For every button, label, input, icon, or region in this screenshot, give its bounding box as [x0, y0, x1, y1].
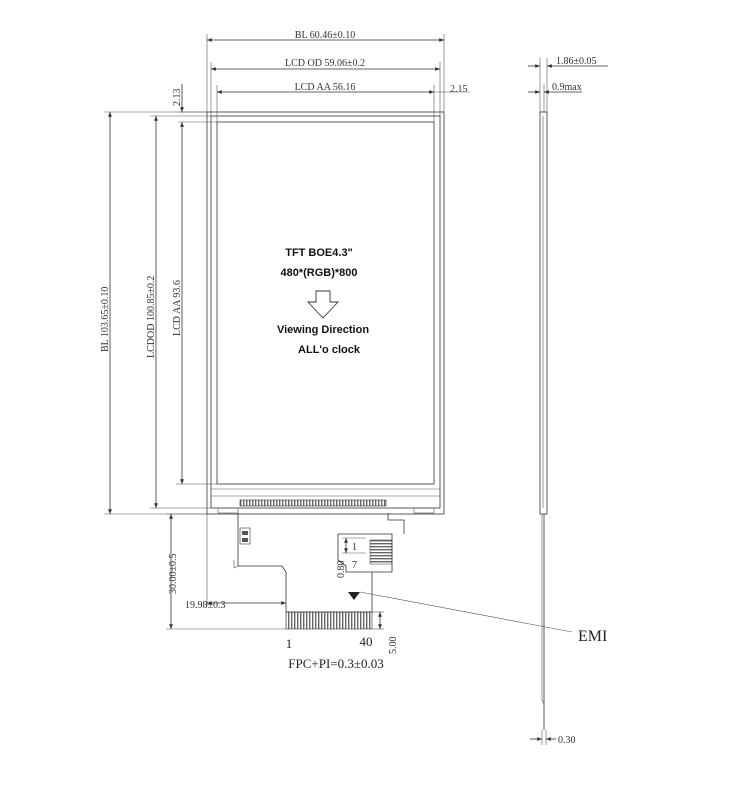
lcd-od-height-label: LCDOD 100.85±0.2 [146, 275, 157, 358]
lcd-thickness-label: 0.9max [552, 82, 582, 93]
lcd-aa-width-label: LCD AA 56.16 [294, 82, 356, 93]
fpc-thickness-label: 0.30 [558, 735, 576, 746]
pad-label-7: 7 [352, 560, 357, 571]
fpc-dimensions [166, 514, 286, 629]
test-pads [370, 540, 392, 564]
fpc-length-label: 30.00±0.5 [168, 553, 179, 594]
panel-model: TFT BOE4.3" [285, 247, 353, 259]
left-dimensions [100, 112, 217, 514]
viewing-direction-arrow-icon [308, 291, 338, 318]
pad-label-1: 1 [352, 542, 357, 553]
panel-resolution: 480*(RGB)*800 [280, 267, 358, 279]
right-margin-label: 2.15 [450, 84, 468, 95]
lcd-aa-height-label: LCD AA 93.6 [172, 280, 183, 336]
viewing-direction-label: Viewing Direction [276, 324, 370, 336]
pad-pitch-label: 0.80 [336, 560, 347, 578]
pin-first-label: 1 [285, 636, 293, 651]
bl-height-label: BL 103.65±0.10 [100, 286, 111, 352]
fpc-offset-label: 19.98±0.3 [185, 600, 226, 611]
top-dimensions [172, 30, 470, 122]
fpc-material-note: FPC+PI=0.3±0.03 [288, 656, 384, 671]
gold-fingers [286, 612, 372, 629]
finger-length-label: 5.00 [388, 636, 399, 654]
pin-last-label: 40 [359, 634, 373, 649]
lcd-od-width-label: LCD OD 59.06±0.2 [285, 58, 365, 69]
top-margin-label: 2.13 [172, 88, 183, 106]
bl-width-label: BL 60.46±0.10 [294, 30, 356, 41]
panel-labels [277, 247, 369, 356]
side-module-outline [540, 112, 547, 514]
fpc-tail [234, 513, 607, 671]
emi-label: EMI [578, 628, 608, 645]
viewing-direction-value: ALL'o clock [298, 344, 360, 356]
total-thickness-label: 1.86±0.05 [556, 56, 597, 67]
